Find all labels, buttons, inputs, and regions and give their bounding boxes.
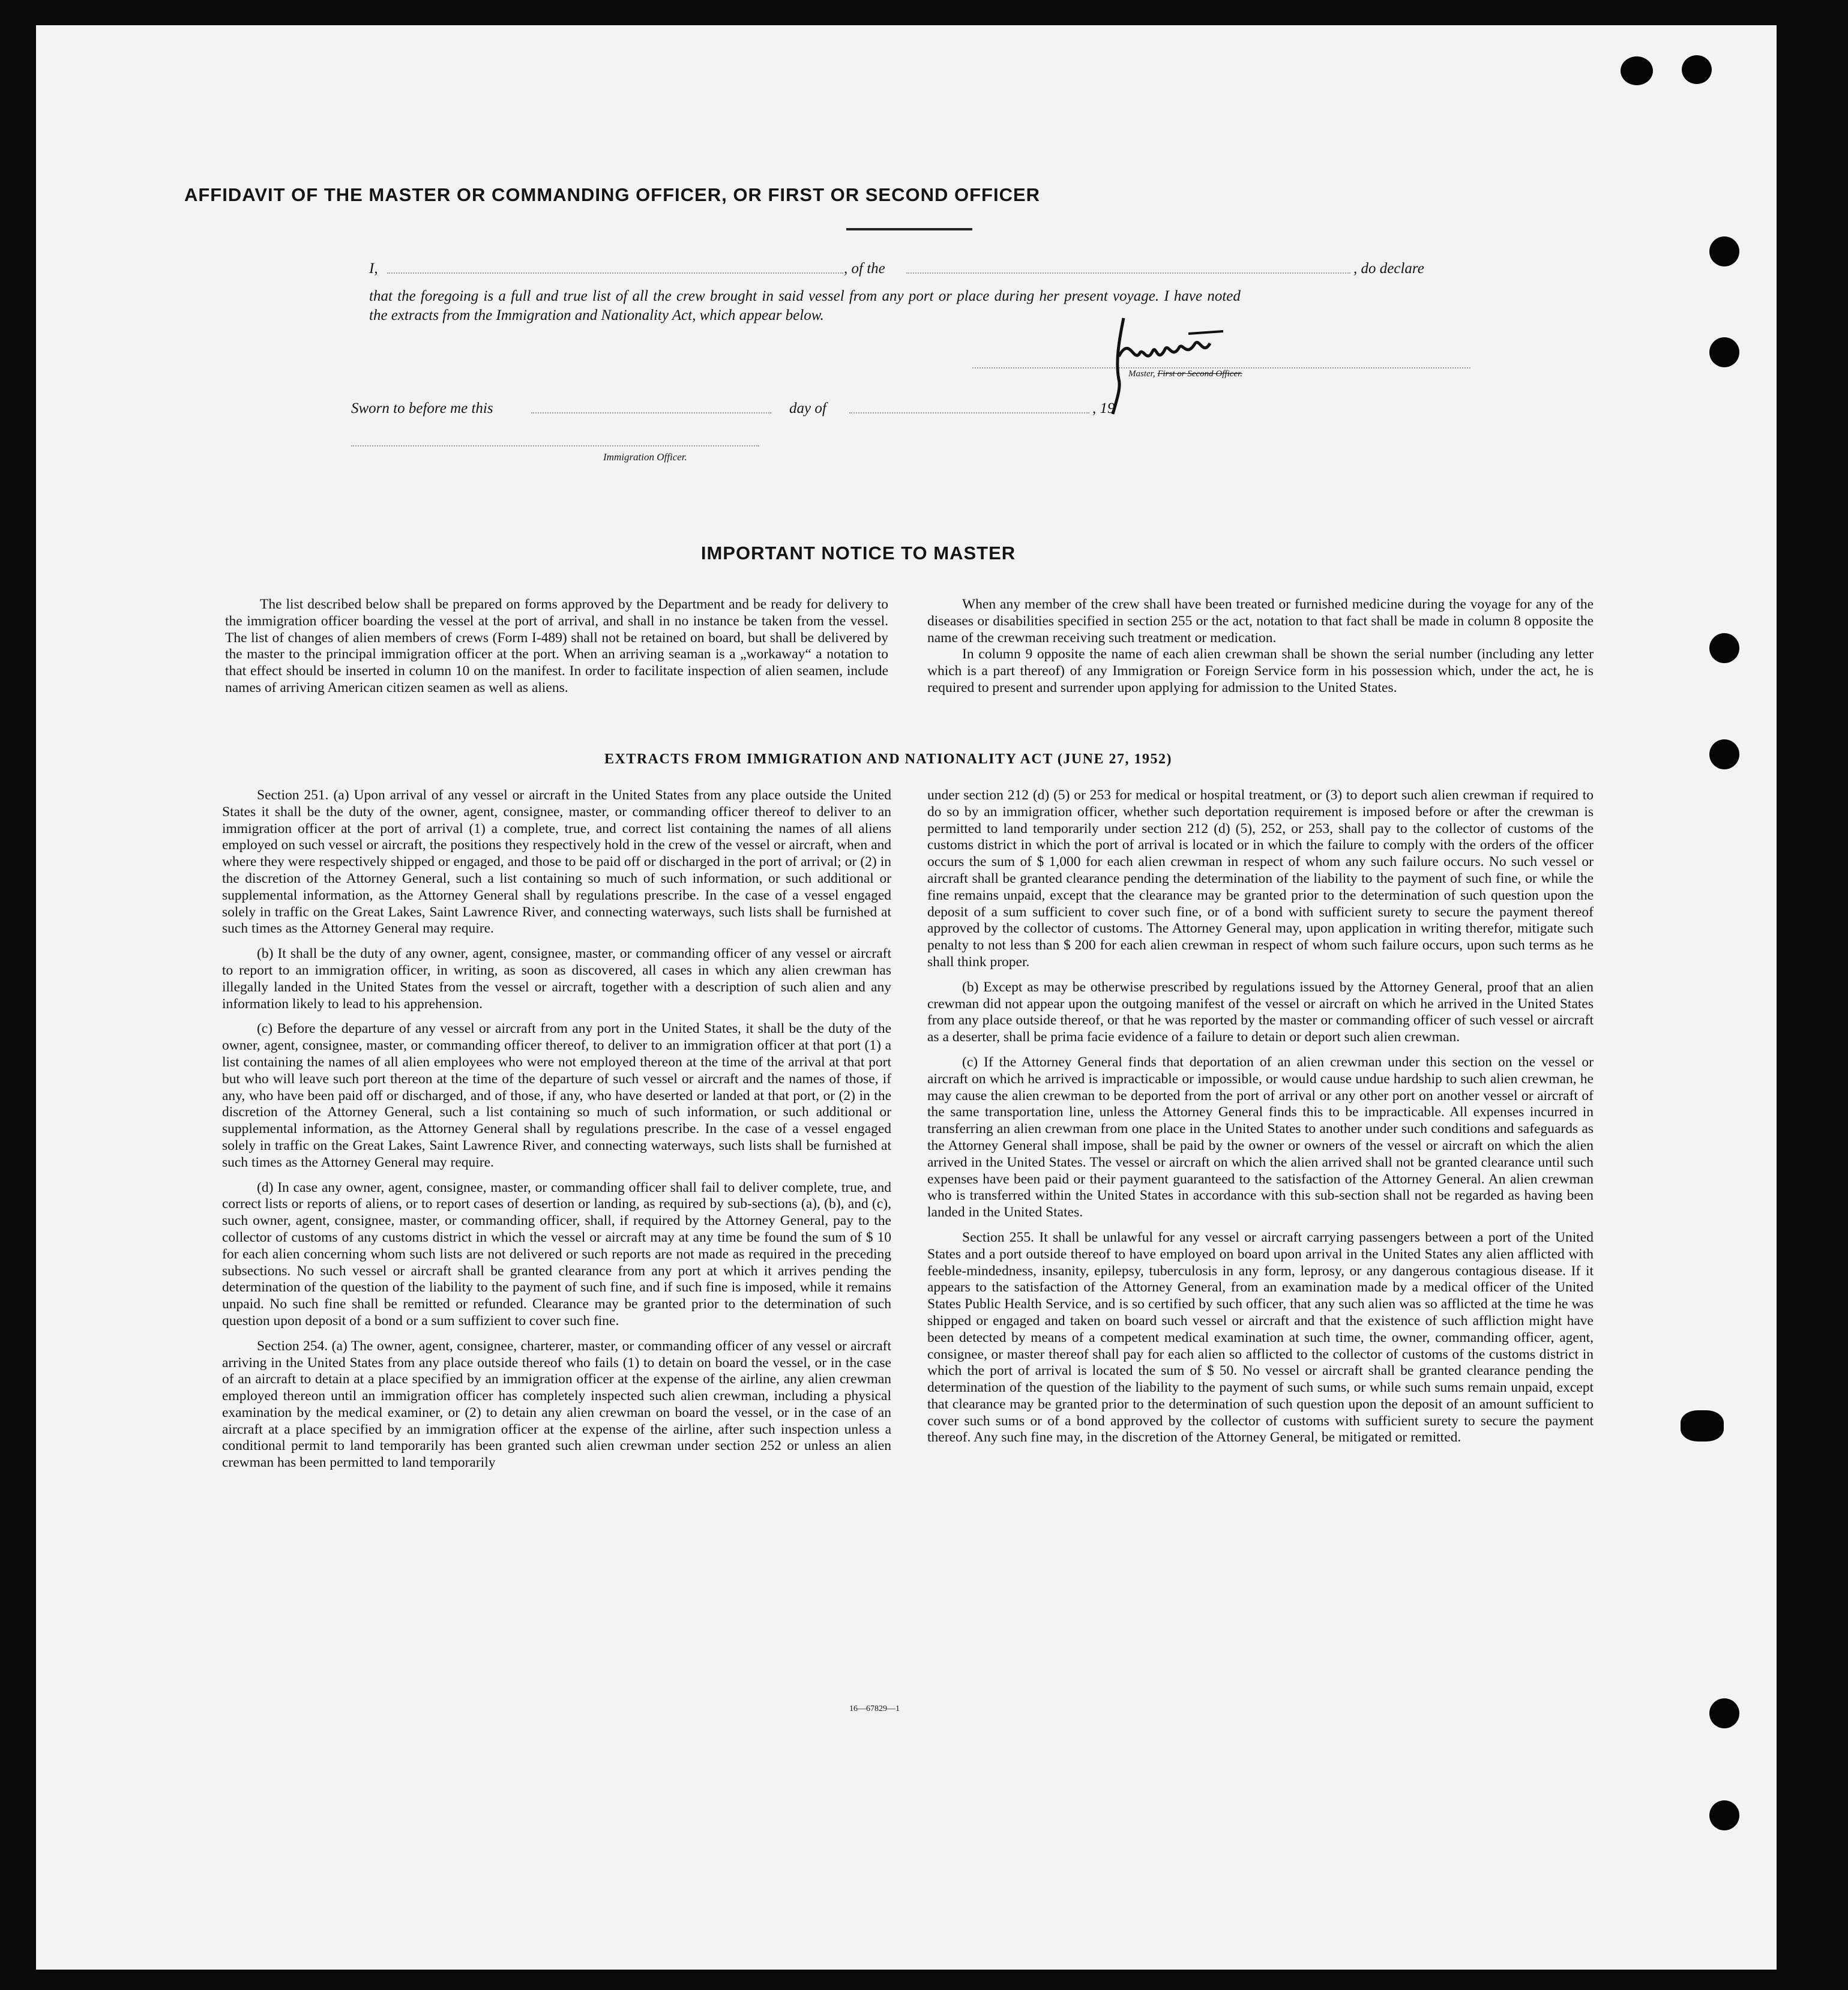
notice-left-column [225, 597, 888, 697]
section-paragraph: (b) It shall be the duty of any owner, agent, consignee, master, or commanding officer of any vessel or aircraft to report to an immigration officer, in writing, as soon as discovered, all cases in which any alien crewman has illegally landed in the United States from the vessel or aircraft, together with a description of such alien and any information likely to lead to his apprehension. [222, 946, 891, 1012]
i-label: I, [369, 260, 378, 277]
struck-officer-label: First or Second Officer. [1157, 369, 1242, 379]
section-paragraph: Section 255. It shall be unlawful for any vessel or aircraft carrying passengers between a port of the United States and a port outside thereof to have employed on board upon arrival in the United States any alien afflicted with feeble-mindedness, insanity, epilepsy, tuberculosis in any form, leprosy, or any dangerous contagious disease. If it appears to the satisfaction of the Attorney General, from an examination made by a medical officer of the United States Public Health Service, and is so certified by such officer, that any such alien was so afflicted at the time he was shipped or engaged and taken on board such vessel or aircraft and that the existence of such affliction might have been detected by means of a competent medical examination at such time, the owner, commanding officer, agent, consignee, or master thereof shall pay for each alien so afflicted to the collector of customs of the customs district in which the port of arrival is located the sum of $ 50. No vessel or aircraft shall be granted clearance pending the determination of the question of the liability to the payment of such sums, or while such sums remain unpaid, except that clearance may be granted prior to the determination of such question upon the deposit of an amount sufficient to cover such sums or of a bond approved by the collector of customs with sufficient surety to secure the payment thereof. Any such fine may, in the discretion of the Attorney General, be mitigated or remitted. [927, 1229, 1594, 1446]
of-the-label: , of the [844, 260, 885, 277]
punch-hole [1621, 56, 1653, 85]
notice-right-column [927, 597, 1594, 697]
affidavit-title: AFFIDAVIT OF THE MASTER OR COMMANDING OFFICER, OR FIRST OR SECOND OFFICER [184, 184, 1041, 205]
punch-hole [1709, 337, 1739, 367]
section-paragraph: (c) If the Attorney General finds that deportation of an alien crewman under this section on the vessel or aircraft on which he arrived is impracticable or impossible, or would cause undue hardship to such alien crewman, he may cause the alien crewman to be deported from the port of arrival or any other port on another vessel or aircraft of the same transportation line, unless the Attorney General finds this to be impracticable. All expenses incurred in transferring an alien crewman from one place in the United States to another under such conditions and safeguards as the Attorney General shall impose, shall be paid by the owner or owners of the vessel or aircraft on which the alien arrived in the United States. The vessel or aircraft on which the alien arrived shall not be granted clearance until such expenses have been paid or their payment guaranteed to the satisfaction of the Attorney General. An alien crewman who is transferred within the United States in accordance with this sub-section shall not be regarded as having been landed in the United States. [927, 1054, 1594, 1221]
name-field[interactable] [387, 272, 843, 274]
year-label: , 19 [1092, 400, 1115, 416]
notice-right-paragraph: In column 9 opposite the name of each alien crewman shall be shown the serial number (including any letter which is a part thereof) of any Immigration or Foreign Service form in his possession which, under the act, he is required to present and surrender upon applying for admission to the United States. [927, 646, 1594, 696]
title-rule [846, 228, 972, 230]
immigration-officer-label: Immigration Officer. [603, 451, 687, 463]
master-label: Master, [1128, 369, 1155, 379]
do-declare-label: , do declare [1353, 260, 1424, 277]
notice-left-paragraph: The list described below shall be prepared on forms approved by the Department and be ready for delivery to the immigration officer boarding the vessel at the port of arrival, and shall in no instance be taken from the vessel. The list of changes of alien members of crews (Form I-489) shall not be retained on board, but shall be delivered by the master to the principal immigration officer at the port. When an arriving seaman is a „workaway“ a notation to that effect should be inserted in column 10 on the manifest. In order to facilitate inspection of alien seamen, include names of arriving American citizen seamen as well as aliens. [225, 597, 888, 696]
notice-title: IMPORTANT NOTICE TO MASTER [700, 543, 1016, 564]
sworn-month-field[interactable] [849, 412, 1089, 413]
extracts-right-column [927, 787, 1594, 1446]
punch-hole [1709, 1698, 1739, 1728]
handwritten-signature [1098, 312, 1242, 420]
sworn-date-field[interactable] [531, 412, 771, 413]
section-paragraph: (c) Before the departure of any vessel or aircraft from any port in the United States, it shall be the duty of the owner, agent, consignee, master, or commanding officer thereof, to deliver to an immigration officer at that port (1) a list containing the names of all alien employees who were not employed thereon at the time of the arrival at that port but who will leave such port thereon at the time of the departure of such vessel or aircraft and the names of those, if any, who have been paid off or discharged, and of those, if any, who have deserted or landed at that port, or (2) in the discretion of the Attorney General, such a list containing so much of such information, or such additional or supplemental information, as the Attorney General shall by regulations prescribe. In the case of a vessel engaged solely in traffic on the Great Lakes, Saint Lawrence River, and connecting waterways, such lists shall be furnished at such times as the Attorney General may require. [222, 1021, 891, 1170]
section-paragraph: under section 212 (d) (5) or 253 for medical or hospital treatment, or (3) to deport such alien crewman if required to do so by an immigration officer, whether such deportation requirement is imposed before or after the crewman is permitted to land temporarily under section 212 (d) (5), 252, or 253, shall pay to the collector of customs of the customs district in which the port of arrival is located or in which the failure to comply with the orders of the officer occurs the sum of $ 1,000 for each alien crewman in respect of whom any such failure occurs. No such vessel or aircraft shall be granted clearance pending the determination of the liability to the payment of such fine, or while the fine remains unpaid, except that the clearance may be granted prior to the determination of such question upon the deposit of a sum sufficient to cover such fine, or of a bond with sufficient surety to secure the payment thereof approved by the collector of customs. The Attorney General may, upon application in writing therefor, mitigate such penalty to not less than $ 200 for each alien crewman in respect of whom such failure occurs, upon such terms as he shall think proper. [927, 787, 1594, 970]
punch-hole [1709, 633, 1739, 663]
section-paragraph: (b) Except as may be otherwise prescribed by regulations issued by the Attorney General, proof that an alien crewman did not appear upon the outgoing manifest of the vessel or aircraft on which he arrived in the United States from any place outside thereof, or that he was reported by the master or commanding officer of such vessel or aircraft as a deserter, shall be prima facie evidence of a failure to detain or deport such alien crewman. [927, 979, 1594, 1045]
immigration-officer-line[interactable] [351, 445, 759, 446]
document-page [36, 25, 1777, 1970]
section-paragraph: Section 251. (a) Upon arrival of any vessel or aircraft in the United States from any place outside the United States it shall be the duty of the owner, agent, consignee, master, or commanding officer thereof to deliver to an immigration officer at the port of arrival (1) a complete, true, and correct list containing the names of all aliens employed on such vessel or aircraft, the positions they respectively hold in the crew of the vessel or aircraft, when and where they were respectively shipped or engaged, and those to be paid off or discharged in the port of arrival; or (2) in the discretion of the Attorney General, such a list containing so much of such information, or such additional or supplemental information, as the Attorney General shall by regulations prescribe. In the case of a vessel engaged solely in traffic on the Great Lakes, Saint Lawrence River, and connecting waterways, such lists shall be furnished at such times as the Attorney General may require. [222, 787, 891, 937]
extracts-heading: EXTRACTS FROM IMMIGRATION AND NATIONALITY ACT (JUNE 27, 1952) [604, 751, 1172, 767]
section-paragraph: (d) In case any owner, agent, consignee, master, or commanding officer shall fail to deliver complete, true, and correct lists or reports of aliens, or to report cases of desertion or landing, as required by sub-sections (a), (b), and (c), such owner, agent, consignee, master, or commanding officer, shall, if required by the Attorney General, pay to the collector of customs of any customs district in which the vessel or aircraft may at any time be found the sum of $ 10 for each alien concerning whom such lists are not delivered or such reports are not made as required in the preceding subsections. No such vessel or aircraft shall be granted clearance from any port at which it arrives pending the determination of the question of the liability to the payment of such fine, and if such fine is imposed, while it remains unpaid. No such fine shall be remitted or refunded. Clearance may be granted prior to the determination of such question upon deposit of a bond or a sum suffizient to cover such fine. [222, 1179, 891, 1329]
punch-hole [1709, 236, 1739, 266]
punch-hole [1709, 1800, 1739, 1830]
day-of-label: day of [789, 400, 826, 416]
sworn-label: Sworn to before me this [351, 400, 493, 416]
extracts-left-column [222, 787, 891, 1471]
vessel-field[interactable] [906, 272, 1350, 274]
notice-right-paragraph: When any member of the crew shall have been treated or furnished medicine during the voyage for any of the diseases or disabilities specified in section 255 or the act, notation to that fact shall be made in column 8 opposite the name of the crewman receiving such treatment or medication. [927, 597, 1594, 646]
punch-hole [1681, 1410, 1724, 1441]
form-number: 16—67829—1 [849, 1704, 900, 1713]
punch-hole [1682, 55, 1712, 84]
affidavit-body-line1: that the foregoing is a full and true list of all the crew brought in said vessel from any port or place during her present voyage. I have noted [369, 288, 1241, 304]
affidavit-body-line2: the extracts from the Immigration and Nationality Act, which appear below. [369, 307, 824, 323]
section-paragraph: Section 254. (a) The owner, agent, consignee, charterer, master, or commanding officer of any vessel or aircraft arriving in the United States from any place outside thereof who fails (1) to detain on board the vessel, or in the case of an aircraft to detain at a place specified by an immigration officer at the expense of the airline, any alien crewman employed thereon until an immigration officer has completely inspected such alien crewman, including a physical examination by the medical examiner, or (2) to detain any alien crewman on board the vessel, or in the case of an aircraft at a place specified by an immigration officer at the expense of the airline, after such inspection unless a conditional permit to land temporarily has been granted such alien crewman under section 252 or unless an alien crewman has been permitted to land temporarily [222, 1338, 891, 1471]
